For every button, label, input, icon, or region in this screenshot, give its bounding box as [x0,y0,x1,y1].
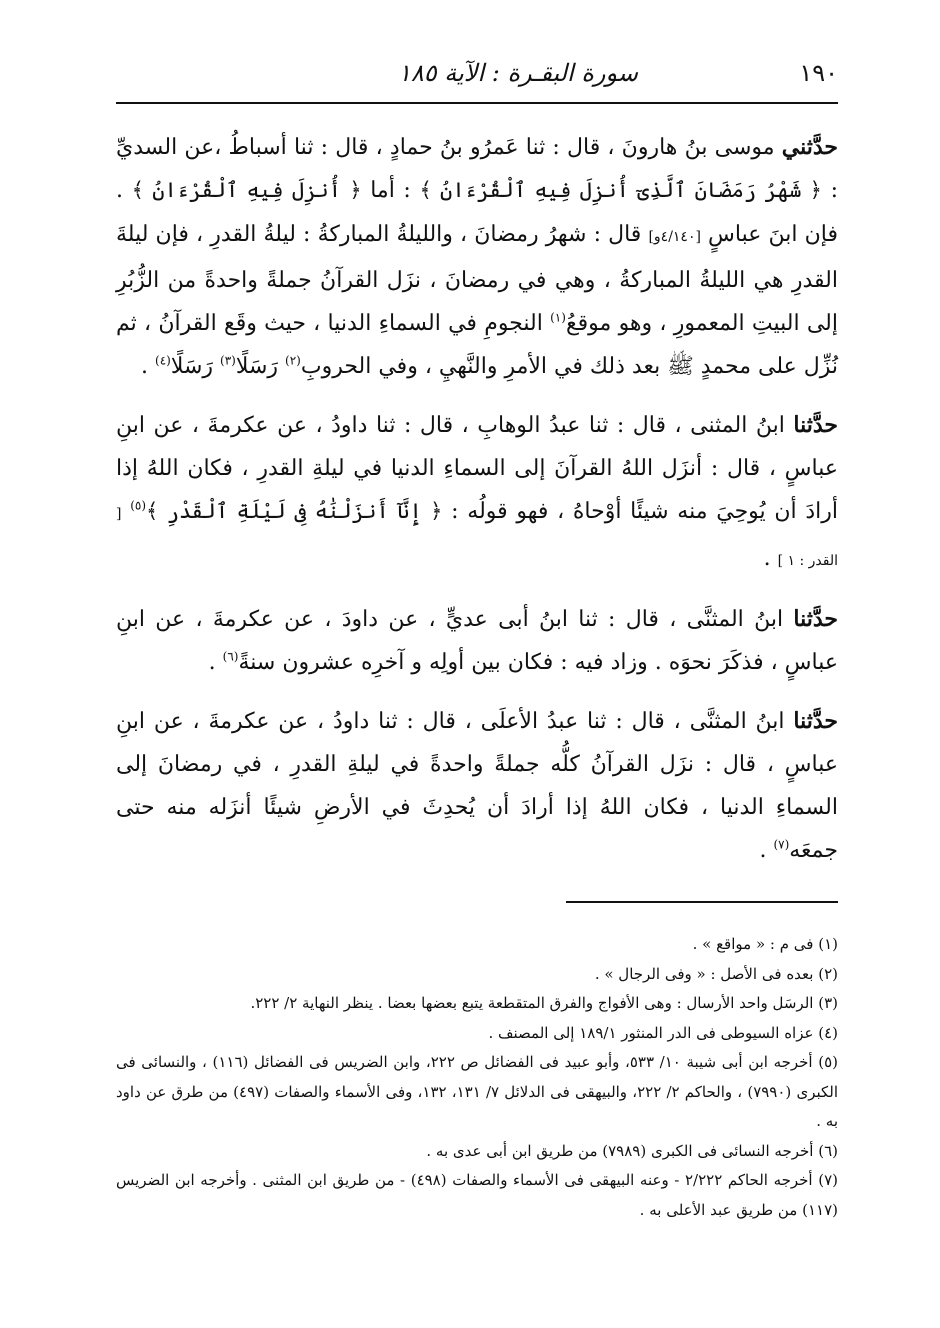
narration-lead: حدَّثنا [793,707,838,734]
header-rule [116,102,838,104]
narration-lead: حدَّثني [781,134,838,160]
running-title: سورة البقـرة : الآية ١٨٥ [397,59,638,87]
text-segment: . [141,354,155,380]
footnotes [116,930,838,1225]
quran-quote: ﴿ إِنَّآ أَنزَلْنَٰهُ فِى لَيْلَةِ ٱلْقَدْرِ ﴾ [146,499,443,524]
hadith-paragraph-2 [116,404,838,583]
page-number: ١٩٠ [799,59,838,87]
running-header [116,58,838,88]
text-segment: ابنُ المثنَّى ، قال : ثنا ابنُ أبى عديٍّ ، عن داودَ ، عن عكرمةَ ، عن ابنِ عباسٍ ، فذكَرَ نحوَه . وزاد فيه : فكان بين أولِه و آخرِه عشرون سنةً [116,606,838,676]
footnote-marker: (٣) [220,354,236,369]
footnote-6: (٦) أخرجه النسائى فى الكبرى (٧٩٨٩) من طريق ابن أبى عدى به . [426,1141,838,1160]
narration-lead: حدَّثنا [793,411,838,438]
main-text [116,126,838,888]
footnote-separator [566,901,838,903]
footnote-7: (٧) أخرجه الحاكم ٢/٢٢٢ - وعنه البيهقى فى الأسماء والصفات (٤٩٨) - من طريق ابن المثنى . وأخرجه ابن الضريس (١١٧) من طريق عبد الأعلى به . [116,1171,838,1219]
hadith-paragraph-3 [116,598,838,685]
footnote-5: (٥) أخرجه ابن أبى شيبة ١٠/ ٥٣٣، وأبو عبيد فى الفضائل ص ٢٢٢، وابن الضريس فى الفضائل (١١٦) ، والنسائى فى الكبرى (٧٩٩٠) ، والحاكم ٢/ ٢٢٢، والبيهقى فى الدلائل ٧/ ١٣١، ١٣٢، وفى الأسماء والصفات (٤٩٧) من طرق عن داود به . [116,1053,839,1130]
quran-quote: ﴿ أُنزِلَ فِيهِ ٱلْقُرْءَانُ ﴾ [131,178,362,203]
quran-quote: ﴿ شَهْرُ رَمَضَانَ ٱلَّذِىٓ أُنزِلَ فِيهِ ٱلْقُرْءَانُ ﴾ [419,178,822,203]
footnote-marker: (٥) [130,499,147,514]
footnote-marker: (٤) [155,354,171,369]
hadith-paragraph-4 [116,700,838,873]
narration-lead: حدَّثنا [793,605,838,632]
manuscript-reference: [٤/١٤٠و] [648,228,701,245]
footnote-1: (١) فى م : « مواقع » . [692,935,838,953]
text-segment: رَسَلًا [170,354,221,380]
footnote-marker: (١) [550,310,566,325]
text-segment: النجومِ في السماءِ الدنيا ، حيث وقَع القرآنُ ، ثم نُزِّل على محمدٍ ﷺ بعد ذلك في الأمرِ والنَّهيِ ، وفي الحروبِ [116,311,838,380]
text-segment: ابنُ المثنى ، قال : ثنا عبدُ الوهابِ ، قال : ثنا داودُ ، عن عكرمةَ ، عن ابنِ عباسٍ ، قال : أنزَل اللهُ القرآنَ إلى السماءِ الدنيا في ليلةِ القدرِ ، فكان اللهُ إذا أرادَ أن يُوحِيَ منه شيئًا أوْحاهُ ، فهو قولُه : [116,412,838,525]
text-segment: . فإن ابنَ عباسٍ [116,178,838,247]
surah-citation: [ القدر : ١ ] [116,506,838,569]
text-segment: . [763,545,778,571]
footnote-marker: (٦) [222,649,239,664]
text-segment: رَسَلًا [235,354,286,380]
text-segment: . [208,650,223,676]
footnote-3: (٣) الرسَل واحد الأرسال : وهى الأفواج والفرق المتقطعة يتبع بعضها بعضا . ينظر النهاية ٢/ ٢٢٢. [250,994,838,1012]
text-segment: : أما [361,178,420,204]
footnote-2: (٢) بعده فى الأصل : « وفى الرجال » . [594,964,838,983]
text-segment: قال : شهرُ رمضانَ ، والليلةُ المباركةُ : ليلةُ القدرِ ، فإن ليلةَ القدرِ هي الليلةُ المباركةُ ، وهي في رمضانَ ، نزَل القرآنُ جملةً واحدةً من الزُّبُرِ إلى البيتِ المعمورِ ، وهو موقعُ [116,221,838,337]
text-segment: . [759,838,774,864]
footnote-marker: (٧) [773,838,790,853]
text-segment: ابنُ المثنَّى ، قال : ثنا عبدُ الأعلَى ، قال : ثنا داودُ ، عن عكرمةَ ، عن ابنِ عباسٍ ، قال : نزَل القرآنُ كلُّه جملةً واحدةً في ليلةِ القدرِ ، في رمضانَ إلى السماءِ الدنيا ، فكان اللهُ إذا أرادَ أن يُحدِثَ في الأرضِ شيئًا أنزَله منه حتى جمعَه [116,708,838,864]
hadith-paragraph-1 [116,126,838,389]
text-segment: موسى بنُ هارونَ ، قال : ثنا عَمرُو بنُ حمادٍ ، قال : ثنا أسباطُ ،عن السديِّ : [116,135,838,204]
footnote-marker: (٢) [285,354,301,369]
footnote-4: (٤) عزاه السيوطى فى الدر المنثور ١٨٩/١ إلى المصنف . [488,1023,838,1042]
